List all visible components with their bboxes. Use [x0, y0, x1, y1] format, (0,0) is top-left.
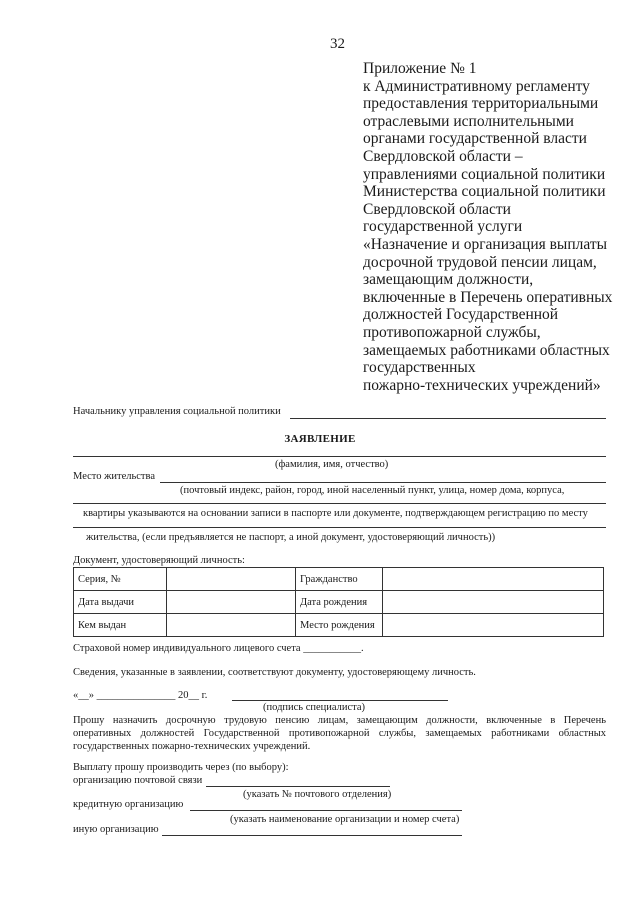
signature-field[interactable] — [232, 700, 448, 701]
date-line: «__» _______________ 20__ г. — [73, 690, 208, 701]
residence-hint: (почтовый индекс, район, город, иной населенный пункт, улица, номер дома, корпуса, — [180, 485, 565, 496]
issue-date-value-cell[interactable] — [167, 591, 296, 614]
appendix-line: предоставления территориальными — [363, 95, 599, 113]
appendix-line: отраслевыми исполнительными — [363, 112, 574, 130]
issue-date-label: Дата выдачи — [74, 591, 167, 614]
birth-place-value-cell[interactable] — [383, 614, 604, 637]
appendix-line: досрочной трудовой пенсии лицам, — [363, 253, 597, 271]
residence-hint: жительства, (если предъявляется не паспорт, а иной документ, удостоверяющий личность)) — [86, 532, 496, 543]
other-org-field[interactable] — [162, 835, 462, 836]
appendix-line: замещаемых работниками областных — [363, 341, 610, 359]
residence-field-2[interactable] — [73, 503, 606, 504]
appendix-line: государственной услуги — [363, 218, 523, 236]
residence-field[interactable] — [160, 482, 606, 483]
appendix-line: государственных — [363, 359, 476, 377]
other-org-label: иную организацию — [73, 824, 159, 835]
fio-field[interactable] — [73, 456, 606, 457]
id-doc-label: Документ, удостоверяющий личность: — [73, 555, 245, 566]
issued-by-value-cell[interactable] — [167, 614, 296, 637]
appendix-line: пожарно-технических учреждений» — [363, 376, 601, 394]
insurance-number: Страховой номер индивидуального лицевого счета ___________. — [73, 643, 364, 654]
citizenship-value-cell[interactable] — [383, 568, 604, 591]
residence-hint: квартиры указываются на основании записи в паспорте или документе, подтверждающем регистрацию по месту — [83, 508, 588, 519]
appendix-line: Приложение № 1 — [363, 60, 477, 77]
postal-org-field[interactable] — [206, 786, 390, 787]
appendix-line: органами государственной власти — [363, 130, 587, 148]
residence-label: Место жительства — [73, 471, 155, 482]
page-number: 32 — [330, 36, 345, 52]
appendix-line: противопожарной службы, — [363, 323, 541, 341]
birth-date-label: Дата рождения — [296, 591, 383, 614]
appendix-line: управлениями социальной политики — [363, 165, 606, 183]
appendix-line: замещающим должности, — [363, 271, 534, 289]
credit-org-label: кредитную организацию — [73, 799, 184, 810]
residence-field-3[interactable] — [73, 527, 606, 528]
series-value-cell[interactable] — [167, 568, 296, 591]
series-label: Серия, № — [74, 568, 167, 591]
signature-hint: (подпись специалиста) — [263, 702, 366, 713]
appendix-line: должностей Государственной — [363, 306, 559, 324]
appendix-header — [363, 60, 625, 394]
fio-hint: (фамилия, имя, отчество) — [275, 459, 389, 470]
request-text: Прошу назначить досрочную трудовую пенсию лицам, замещающим должности, включенные в Перечень оперативных должностей Государственной противопожарной службы, замещаемых работниками областных государственных пожарно-технических учреждений. — [73, 715, 606, 752]
postal-org-label: организацию почтовой связи — [73, 775, 203, 786]
citizenship-label: Гражданство — [296, 568, 383, 591]
appendix-line: «Назначение и организация выплаты — [363, 235, 608, 253]
payment-label: Выплату прошу производить через (по выбору): — [73, 762, 289, 773]
credit-org-field[interactable] — [190, 810, 462, 811]
birth-place-label: Место рождения — [296, 614, 383, 637]
appendix-line: Министерства социальной политики — [363, 183, 606, 201]
form-title: ЗАЯВЛЕНИЕ — [284, 433, 356, 445]
id-document-table — [73, 567, 604, 637]
appendix-line: Свердловской области – — [363, 147, 523, 165]
postal-org-hint: (указать № почтового отделения) — [243, 789, 392, 800]
addressee-label: Начальнику управления социальной политики — [73, 406, 281, 417]
issued-by-label: Кем выдан — [74, 614, 167, 637]
credit-org-hint: (указать наименование организации и номер счета) — [230, 814, 460, 825]
appendix-line: включенные в Перечень оперативных — [363, 288, 613, 306]
appendix-line: к Административному регламенту — [363, 77, 590, 95]
verification-text: Сведения, указанные в заявлении, соответствуют документу, удостоверяющему личность. — [73, 667, 476, 678]
addressee-field[interactable] — [290, 418, 606, 419]
birth-date-value-cell[interactable] — [383, 591, 604, 614]
appendix-line: Свердловской области — [363, 200, 511, 218]
